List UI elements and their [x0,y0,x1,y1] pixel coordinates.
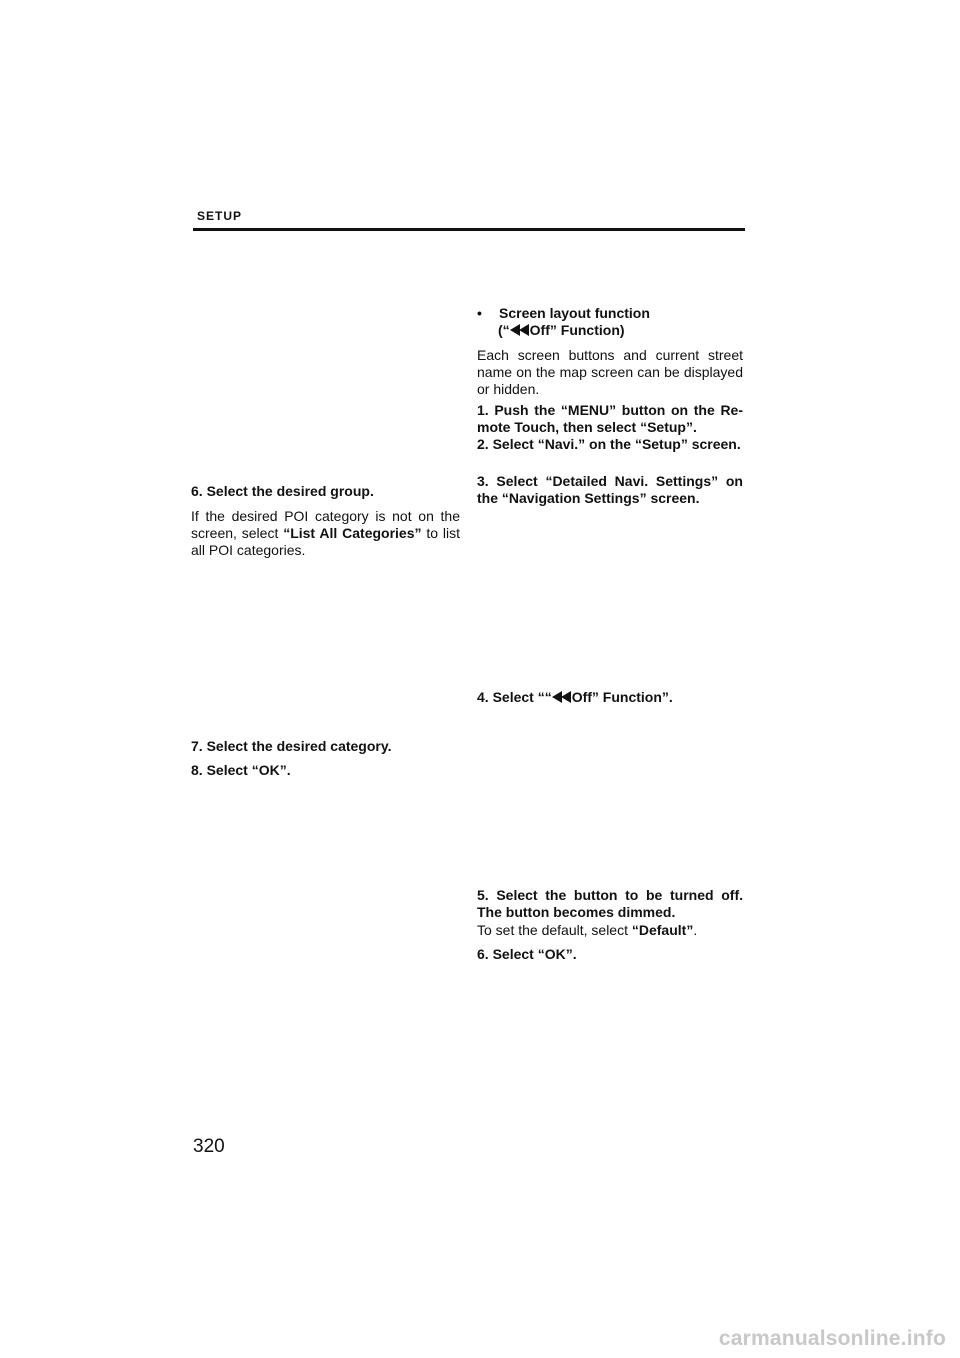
right-step6: 6. Select “OK”. [477,946,577,962]
bullet-title-line2 [477,322,743,339]
right-default-post: . [693,922,698,938]
right-step4 [477,689,743,706]
right-step4-post: Off” Function”. [571,689,673,705]
left-step8-title: 8. Select “OK”. [191,762,291,778]
right-step4-pre: 4. Select ““ [477,689,552,705]
double-left-triangle-icon [510,324,530,336]
default-label: “Default” [631,922,694,938]
left-step6-title: 6. Select the desired group. [191,483,374,499]
right-intro: Each screen buttons and current street name on the map screen can be displayed or hidden. [477,347,743,397]
left-step6-body-post: to list all POI categories. [191,525,460,558]
right-step3: 3. Select “Detailed Navi. Settings” on the “Navigation Settings” screen. [477,473,743,506]
right-step1: 1. Push the “MENU” button on the Re-mote Touch, then select “Setup”. [477,402,743,435]
watermark: carmanualsonline.info [718,1327,946,1350]
bullet-title-line1: Screen layout function [499,305,650,321]
bullet-heading [477,305,743,339]
right-step5: 5. Select the button to be turned off. The button becomes dimmed. [477,887,743,920]
right-default-pre: To set the default, select [477,922,632,938]
left-step7-title: 7. Select the desired category. [191,738,392,754]
header-rule [193,228,745,231]
right-default-note [477,922,743,939]
left-step6-body [191,508,460,559]
double-left-triangle-icon [552,691,572,703]
right-step2: 2. Select “Navi.” on the “Setup” screen. [477,436,741,452]
left-step6-body-pre: If the desired POI category is not on the screen, select [191,508,460,541]
bullet-title-line2-post: Off” Function) [529,322,625,338]
list-all-categories-label: “List All Categories” [283,525,422,541]
bullet-symbol: • [477,305,482,321]
section-header: SETUP [197,209,243,223]
page-number: 320 [193,1136,225,1157]
bullet-title-line2-pre: (“ [498,322,510,338]
